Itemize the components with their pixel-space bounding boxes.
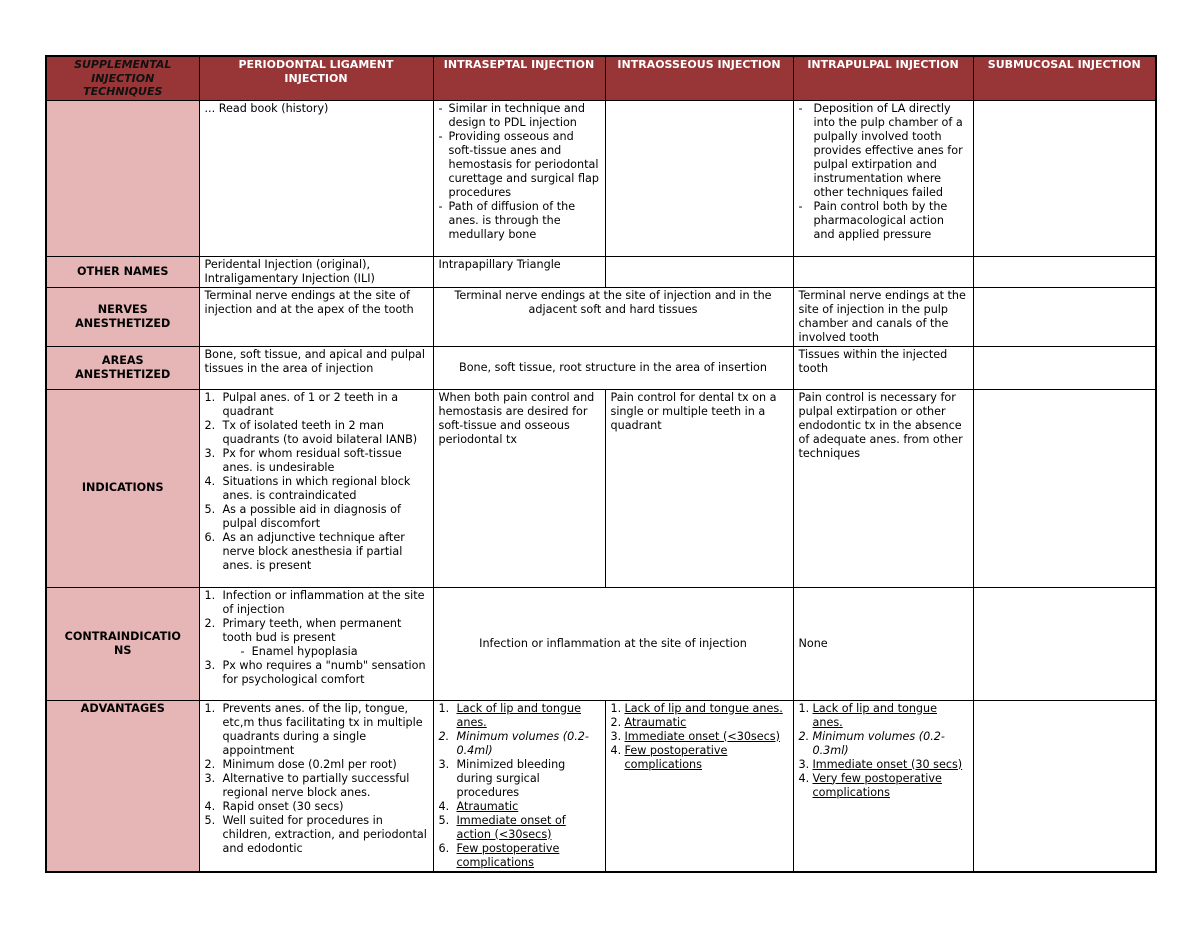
intrapulpal-indications: Pain control is necessary for pulpal extirpation or other endodontic tx in the absence of adequate anes. from other techniques — [793, 389, 973, 587]
intraosseous-other-names — [605, 256, 793, 287]
submucosal-nerves — [973, 287, 1156, 346]
list-item: 1. Lack of lip and tongue anes. — [798, 701, 937, 729]
intrapulpal-description — [793, 100, 973, 256]
list-item: 3. Alternative to partially successful regional nerve block anes. — [204, 771, 410, 799]
list-item: 4. Few postoperative complications — [610, 743, 728, 771]
submucosal-advantages — [973, 700, 1156, 872]
list-item: 3. Px who requires a "numb" sensation for psychological comfort — [204, 658, 426, 686]
list-item: 2. Primary teeth, when permanent tooth bud is present - Enamel hypoplasia — [205, 617, 428, 659]
list-item: 2. Tx of isolated teeth in 2 man quadrants (to avoid bilateral IANB) — [204, 418, 418, 446]
indications-row — [46, 389, 1156, 587]
header-intraseptal: INTRASEPTAL INJECTION — [433, 56, 605, 100]
list-item: 3. Minimized bleeding during surgical procedures — [438, 757, 566, 799]
pdl-nerves: Terminal nerve endings at the site of injection and at the apex of the tooth — [199, 287, 433, 346]
indications-label: INDICATIONS — [46, 389, 199, 587]
nerves-row — [46, 287, 1156, 346]
submucosal-indications — [973, 389, 1156, 587]
intraosseous-description — [605, 100, 793, 256]
list-item: 2. Minimum volumes (0.2-0.3ml) — [798, 729, 945, 757]
other-names-row — [46, 256, 1156, 287]
list-item: 6. Few postoperative complications — [438, 841, 560, 869]
submucosal-areas — [973, 346, 1156, 389]
pdl-contraindications — [199, 587, 433, 700]
intraosseous-indications: Pain control for dental tx on a single or multiple teeth in a quadrant — [605, 389, 793, 587]
list-item: - Deposition of LA directly into the pulp chamber of a pulpally involved tooth provides effective anes for pulpal extirpation and instrumentation where other techniques failed — [799, 102, 968, 200]
list-item: 5. Well suited for procedures in children, extraction, and periodontal and edodontic — [204, 813, 427, 855]
description-row-head — [46, 100, 199, 256]
list-item: - Providing osseous and soft-tissue anes and hemostasis for periodontal curettage and surgical flap procedures — [439, 130, 600, 200]
header-intraosseous: INTRAOSSEOUS INJECTION — [605, 56, 793, 100]
pdl-indications — [199, 389, 433, 587]
list-item: 4. Very few postoperative complications — [798, 771, 942, 799]
list-item: 4. Situations in which regional block anes. is contraindicated — [204, 474, 411, 502]
injection-techniques-table — [45, 55, 1157, 873]
advantages-label: ADVANTAGES — [46, 700, 199, 872]
submucosal-description — [973, 100, 1156, 256]
contraindications-row — [46, 587, 1156, 700]
header-submucosal: SUBMUCOSAL INJECTION — [973, 56, 1156, 100]
sub-list-item: - Enamel hypoplasia — [240, 644, 358, 658]
list-item: 1. Lack of lip and tongue anes. — [438, 701, 581, 729]
list-item: 4. Rapid onset (30 secs) — [204, 799, 344, 813]
intrapulpal-advantages — [793, 700, 973, 872]
intrapulpal-areas: Tissues within the injected tooth — [793, 346, 973, 389]
list-item: - Similar in technique and design to PDL injection — [439, 102, 600, 130]
areas-label: AREAS ANESTHETIZED — [46, 346, 199, 389]
header-techniques: SUPPLEMENTAL INJECTION TECHNIQUES — [46, 56, 199, 100]
list-item: 1. Infection or inflammation at the site of injection — [204, 588, 425, 616]
list-item: - Path of diffusion of the anes. is through the medullary bone — [439, 200, 600, 242]
header-row — [46, 56, 1156, 100]
intraseptal-indications: When both pain control and hemostasis are desired for soft-tissue and osseous periodontal tx — [433, 389, 605, 587]
list-item: 2. Atraumatic — [610, 715, 687, 729]
intrapulpal-contraindications: None — [793, 587, 973, 700]
list-item: 4. Atraumatic — [438, 799, 519, 813]
intraosseous-advantages — [605, 700, 793, 872]
intraseptal-other-names: Intrapapillary Triangle — [433, 256, 605, 287]
nerves-label: NERVES ANESTHETIZED — [46, 287, 199, 346]
list-item: 2. Minimum dose (0.2ml per root) — [204, 757, 397, 771]
intrapulpal-nerves: Terminal nerve endings at the site of injection in the pulp chamber and canals of the involved tooth — [793, 287, 973, 346]
list-item: - Pain control both by the pharmacological action and applied pressure — [799, 200, 968, 242]
list-item: 3. Immediate onset (<30secs) — [610, 729, 780, 743]
intrapulpal-other-names — [793, 256, 973, 287]
advantages-row — [46, 700, 1156, 872]
pdl-description: ... Read book (history) — [199, 100, 433, 256]
list-item: 1. Prevents anes. of the lip, tongue, etc,m thus facilitating tx in multiple quadrants during a single appointment — [204, 701, 423, 757]
pdl-areas: Bone, soft tissue, and apical and pulpal tissues in the area of injection — [199, 346, 433, 389]
intraseptal-intraosseous-contraindications: Infection or inflammation at the site of injection — [433, 587, 793, 700]
intraseptal-advantages — [433, 700, 605, 872]
list-item: 5. Immediate onset of action (<30secs) — [438, 813, 566, 841]
list-item: 2. Minimum volumes (0.2-0.4ml) — [438, 729, 589, 757]
list-item: 1. Lack of lip and tongue anes. — [610, 701, 783, 715]
header-pdl: PERIODONTAL LIGAMENT INJECTION — [199, 56, 433, 100]
pdl-other-names: Peridental Injection (original), Intraligamentary Injection (ILI) — [199, 256, 433, 287]
header-intrapulpal: INTRAPULPAL INJECTION — [793, 56, 973, 100]
list-item: 3. Px for whom residual soft-tissue anes. is undesirable — [204, 446, 402, 474]
submucosal-contraindications — [973, 587, 1156, 700]
pdl-advantages — [199, 700, 433, 872]
list-item: 3. Immediate onset (30 secs) — [798, 757, 963, 771]
intraseptal-description — [433, 100, 605, 256]
list-item: 6. As an adjunctive technique after nerve block anesthesia if partial anes. is present — [204, 530, 405, 572]
list-item: 5. As a possible aid in diagnosis of pulpal discomfort — [204, 502, 401, 530]
areas-row — [46, 346, 1156, 389]
other-names-label: OTHER NAMES — [46, 256, 199, 287]
intraseptal-intraosseous-areas: Bone, soft tissue, root structure in the area of insertion — [433, 346, 793, 389]
list-item: 1. Pulpal anes. of 1 or 2 teeth in a quadrant — [204, 390, 399, 418]
description-row — [46, 100, 1156, 256]
intraseptal-intraosseous-nerves: Terminal nerve endings at the site of injection and in the adjacent soft and hard tissues — [433, 287, 793, 346]
submucosal-other-names — [973, 256, 1156, 287]
contraindications-label: CONTRAINDICATIO NS — [46, 587, 199, 700]
